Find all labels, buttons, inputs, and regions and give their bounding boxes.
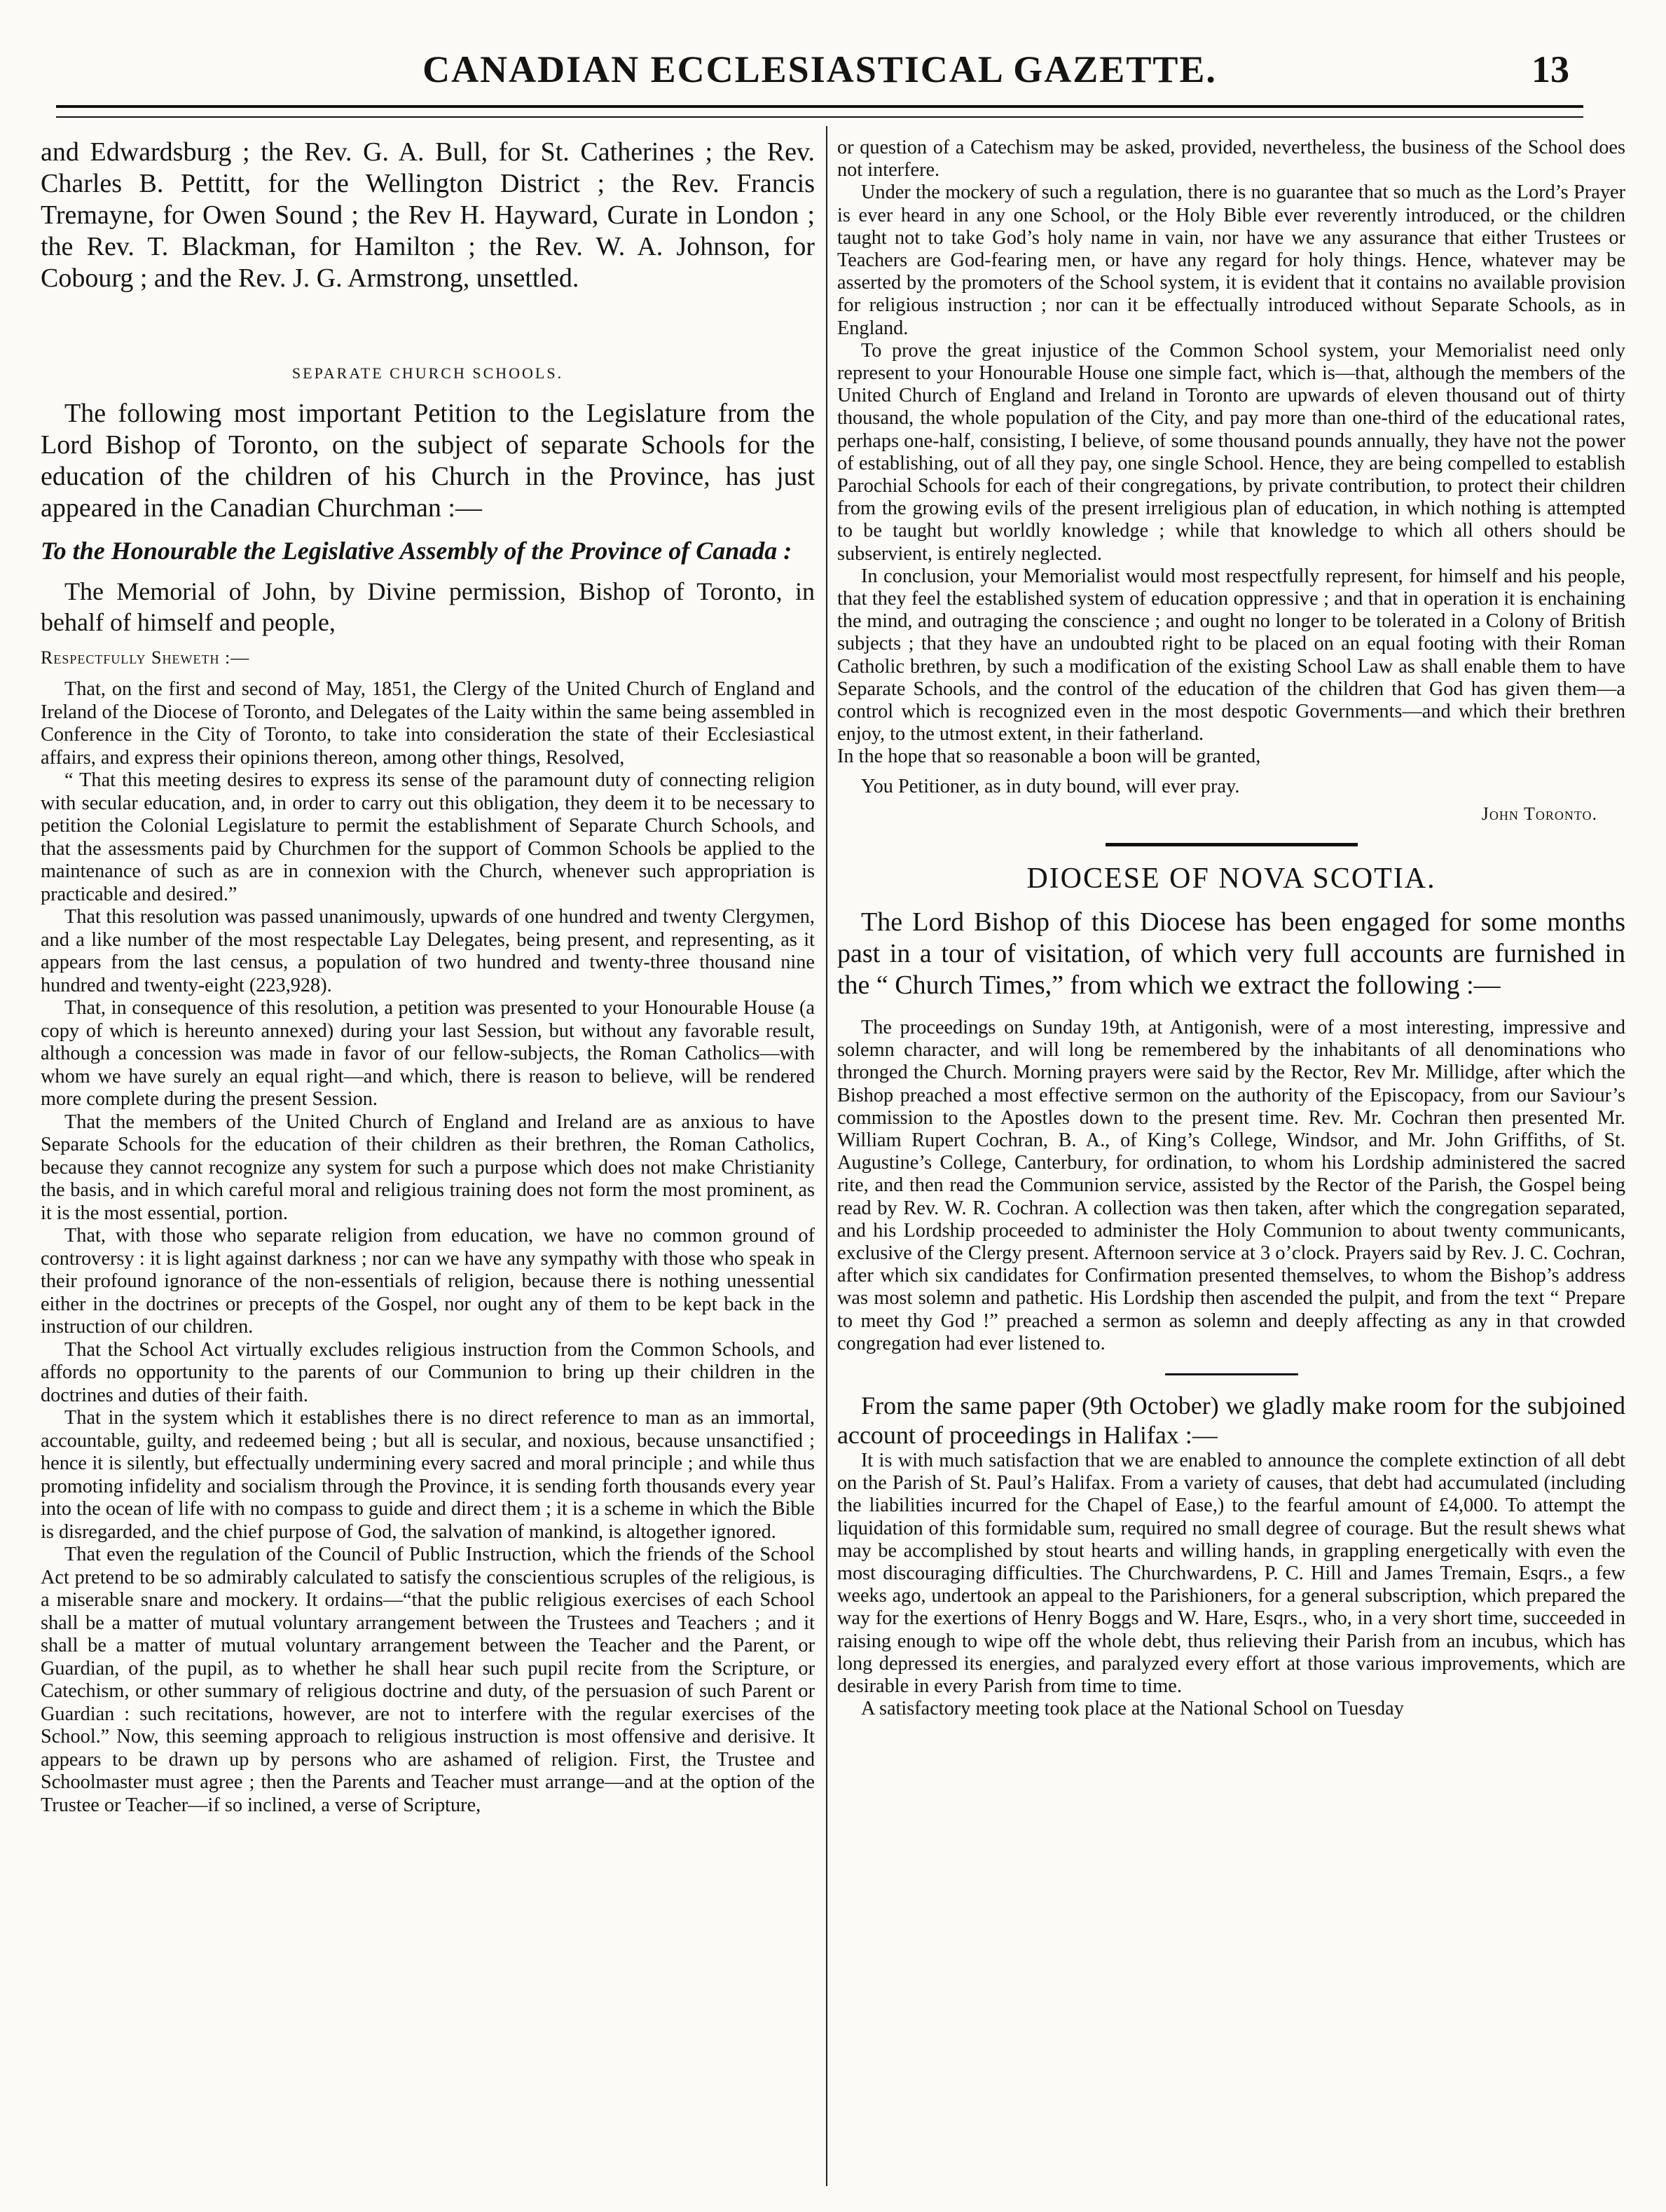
masthead xyxy=(56,42,1583,98)
left-column xyxy=(41,137,815,2197)
petition-paragraph: That, with those who separate religion from education, we have no common ground of controversy : it is light against darkness ; nor can we have any sympathy with those who speak in their profound ignorance of the non-essentials of religion, because there is nothing unessential either in the doctrines or precepts of the Gospel, nor ought any of them to be kept back in the instruction of our children. xyxy=(41,1225,815,1338)
section-divider xyxy=(1106,843,1358,846)
right-column xyxy=(837,137,1625,2197)
masthead-title: CANADIAN ECCLESIASTICAL GAZETTE. xyxy=(422,48,1217,90)
page-number: 13 xyxy=(1531,48,1569,90)
respectfully-sheweth: Respectfully Sheweth :— xyxy=(41,647,250,668)
petition-resolution-quote: “ That this meeting desires to express its sense of the paramount duty of connecting religion with secular education, and, in order to carry out this obligation, they deem it to be necessary to petition the Colonial Legislature to permit the establishment of Separate Church Schools, and that the assessments paid by Churchmen for the support of Common Schools be applied to the maintenance of such as are in connexion with the Church, whenever such appropriation is practicable and desired.” xyxy=(41,769,815,905)
petition-paragraph: That the School Act virtually excludes religious instruction from the Common Schools, and affords no opportunity to the parents of our Communion to bring up their children in the doctrines and duties of their faith. xyxy=(41,1338,815,1406)
petition-paragraph: That, in consequence of this resolution, a petition was presented to your Honourable House (a copy of which is hereunto annexed) during your last Session, but without any favorable result, although a concession was made in favor of our fellow-subjects, the Roman Catholics—with whom we have surely an equal right—and which, there is reason to believe, will be rendered more complete during the present Session. xyxy=(41,997,815,1110)
petition-paragraph: That even the regulation of the Council of Public Instruction, which the friends of the School Act pretend to be so admirably calculated to satisfy the conscientious scruples of the religious, is a miserable snare and mockery. It ordains—“that the public religious exercises of each School shall be a matter of mutual voluntary arrangement between the Trustees and Teachers ; and it shall be a matter of mutual voluntary arrangement between the Teacher and the Parent, or Guardian, of the pupil, as to whether he shall hear such pupil recite from the Scripture, or Catechism, or other summary of religious doctrine and duty, of the persuasion of such Parent or Guardian : such recitations, however, are not to interfere with the regular exercises of the School.” Now, this seeming approach to religious instruction is most offensive and derisive. It appears to be drawn up by persons who are ashamed of religion. First, the Trustee and Schoolmaster must agree ; then the Parents and Teacher must arrange—and at the option of the Trustee or Teacher—if so inclined, a verse of Scripture, xyxy=(41,1544,815,1816)
petition-paragraph: That, on the first and second of May, 1851, the Clergy of the United Church of England and Ireland of the Diocese of Toronto, and Delegates of the Laity within the same being assembled in Conference in the City of Toronto, to take into consideration the state of their Ecclesiastical affairs, and express their opinions thereon, among other things, Resolved, xyxy=(41,678,815,769)
petition-conclusion: In conclusion, your Memorialist would most respectfully represent, for himself and his people, that they feel the established system of education oppressive ; and that in operation it is enchaining the mind, and outraging the conscience ; and ought no longer to be tolerated in a Colony of British subjects ; that they have an undoubted right to be placed on an equal footing with their Roman Catholic brethren, by such a modification of the existing School Law as shall enable them to have Separate Schools, and the control of the education of the children that God has given them—a control which is recognized even in the most despotic Governments—and which their brethren enjoy, to the utmost extent, in their fatherland. xyxy=(837,565,1625,746)
petition-continuation: Under the mockery of such a regulation, there is no guarantee that so much as the Lord’s Prayer is ever heard in any one School, or the Holy Bible ever reverently introduced, or the children taught not to take God’s holy name in vain, nor have we any assurance that either Trustees or Teachers are God-fearing men, or have any regard for holy things. Hence, whatever may be asserted by the promoters of the School system, it is evident that it contains no available provision for religious instruction ; nor can it be effectually introduced without Separate Schools, as in England. xyxy=(837,181,1625,339)
petition-continuation: or question of a Catechism may be asked, provided, nevertheless, the business of the School does not interfere. xyxy=(837,137,1625,181)
petition-paragraph: That in the system which it establishes there is no direct reference to man as an immortal, accountable, guilty, and redeemed being ; but all is secular, and noxious, because unsanctified ; hence it is silently, but effectually undermining every sacred and moral principle ; and while thus promoting infidelity and socialism through the Province, it is sending forth thousands every year into the ocean of life with no compass to guide and direct them ; it is a scheme in which the Bible is disregarded, and the chief purpose of God, the salvation of mankind, is altogether ignored. xyxy=(41,1407,815,1543)
halifax-lead: From the same paper (9th October) we gladly make room for the subjoined account of proceedings in Halifax :— xyxy=(837,1391,1625,1449)
petition-closing: You Petitioner, as in duty bound, will ever pray. xyxy=(861,775,1240,797)
petition-address: To the Honourable the Legislative Assembly of the Province of Canada : xyxy=(41,537,792,565)
section-heading: SEPARATE CHURCH SCHOOLS. xyxy=(291,364,564,382)
column-divider xyxy=(826,126,827,2186)
clergy-list-continuation: and Edwardsburg ; the Rev. G. A. Bull, for St. Catherines ; the Rev. Charles B. Pettitt, for the Wellington District ; the Rev. Francis Tremayne, for Owen Sound ; the Rev H. Hayward, Curate in London ; the Rev. T. Blackman, for Hamilton ; the Rev. W. A. Johnson, for Cobourg ; and the Rev. J. G. Armstrong, unsettled. xyxy=(41,137,815,293)
final-line: A satisfactory meeting took place at the National School on Tuesday xyxy=(861,1698,1404,1720)
diocese-body: The proceedings on Sunday 19th, at Antigonish, were of a most interesting, impressive and solemn character, and will long be remembered by the inhabitants of all denominations who thronged the Church. Morning prayers were said by the Rector, Rev Mr. Millidge, after which the Bishop preached a most effective sermon on the authority of the Episcopacy, from our Saviour’s commission to the Apostles down to the present time. Rev. Mr. Cochran then presented Mr. William Rupert Cochran, B. A., of King’s College, Windsor, and Mr. John Griffiths, of St. Augustine’s College, Canterbury, for ordination, to whom his Lordship administered the sacred rite, and then read the Communion service, assisted by the Rector of the Parish, the Gospel being read by Rev. W. R. Cochran. A collection was then taken, after which the congregation separated, and his Lordship proceeded to administer the Holy Communion to about twenty communicants, exclusive of the Clergy present. Afternoon service at 3 o’clock. Prayers said by Rev. J. C. Cochran, after which six candidates for Confirmation presented themselves, to whom the Bishop’s address was most solemn and pathetic. His Lordship then ascended the pulpit, and from the text “ Prepare to meet thy God !” preached a sermon as solemn and deeply affecting as any in that crowded congregation had ever listened to. xyxy=(837,1016,1625,1354)
diocese-heading: DIOCESE OF NOVA SCOTIA. xyxy=(1026,862,1436,895)
petition-paragraph: That this resolution was passed unanimously, upwards of one hundred and twenty Clergymen, and a like number of the most respectable Lay Delegates, being present, and representing, as it appears from the last census, a population of two hundred and twenty-three thousand nine hundred and twenty-eight (223,928). xyxy=(41,906,815,996)
petition-paragraph: That the members of the United Church of England and Ireland are as anxious to have Separate Schools for the education of their children as their brethren, the Roman Catholics, because they cannot recognize any system for such a purpose which does not make Christianity the basis, and in which careful moral and religious training does not form the most prominent, as it is the most essential, portion. xyxy=(41,1111,815,1224)
halifax-body: It is with much satisfaction that we are enabled to announce the complete extinction of all debt on the Parish of St. Paul’s Halifax. From a variety of causes, that debt had accumulated (including the liabilities incurred for the Chapel of Ease,) to the fearful amount of £4,000. To attempt the liquidation of this formidable sum, required no small degree of courage. But the result shews what may be accomplished by stout hearts and willing hands, in grappling energetically with even the most discouraging difficulties. The Churchwardens, P. C. Hill and James Tremain, Esqrs., a few weeks ago, undertook an appeal to the Parishioners, for a general subscription, which prepared the way for the exertions of Henry Boggs and W. Hare, Esqrs., who, in a very short time, succeeded in raising enough to wipe off the whole debt, thus relieving their Parish from an incubus, which has long depressed its energies, and paralyzed every effort at those various improvements, which are desirable in every Parish from time to time. xyxy=(837,1449,1625,1697)
masthead-rule xyxy=(56,105,1583,118)
petition-lead: The following most important Petition to the Legislature from the Lord Bishop of Toronto, on the subject of separate Schools for the education of the children of his Church in the Province, has just appeared in the Canadian Churchman :— xyxy=(41,399,815,523)
diocese-lead: The Lord Bishop of this Diocese has been engaged for some months past in a tour of visitation, of which very full accounts are furnished in the “ Church Times,” from which we extract the following :— xyxy=(837,907,1625,1000)
section-divider xyxy=(1165,1373,1298,1375)
petition-hope: In the hope that so reasonable a boon will be granted, xyxy=(837,746,1261,768)
signature: John Toronto. xyxy=(1481,803,1597,824)
petition-continuation: To prove the great injustice of the Common School system, your Memorialist need only represent to your Honourable House one simple fact, which is—that, although the members of the United Church of England and Ireland in Toronto are upwards of eleven thousand out of thirty thousand, the whole population of the City, and pay more than one-third of the educational rates, perhaps one-half, consisting, I believe, of some thousand pounds annually, they have not the power of establishing, out of all they pay, one single School. Hence, they are being compelled to establish Parochial Schools for each of their congregations, by private contribution, to protect their children from the growing evils of the present irreligious plan of education, in which nothing is attempted to be taught but worldly knowledge ; while that knowledge to which all others should be subservient, is entirely neglected. xyxy=(837,339,1625,565)
memorial-line: The Memorial of John, by Divine permission, Bishop of Toronto, in behalf of himself and people, xyxy=(41,577,815,636)
